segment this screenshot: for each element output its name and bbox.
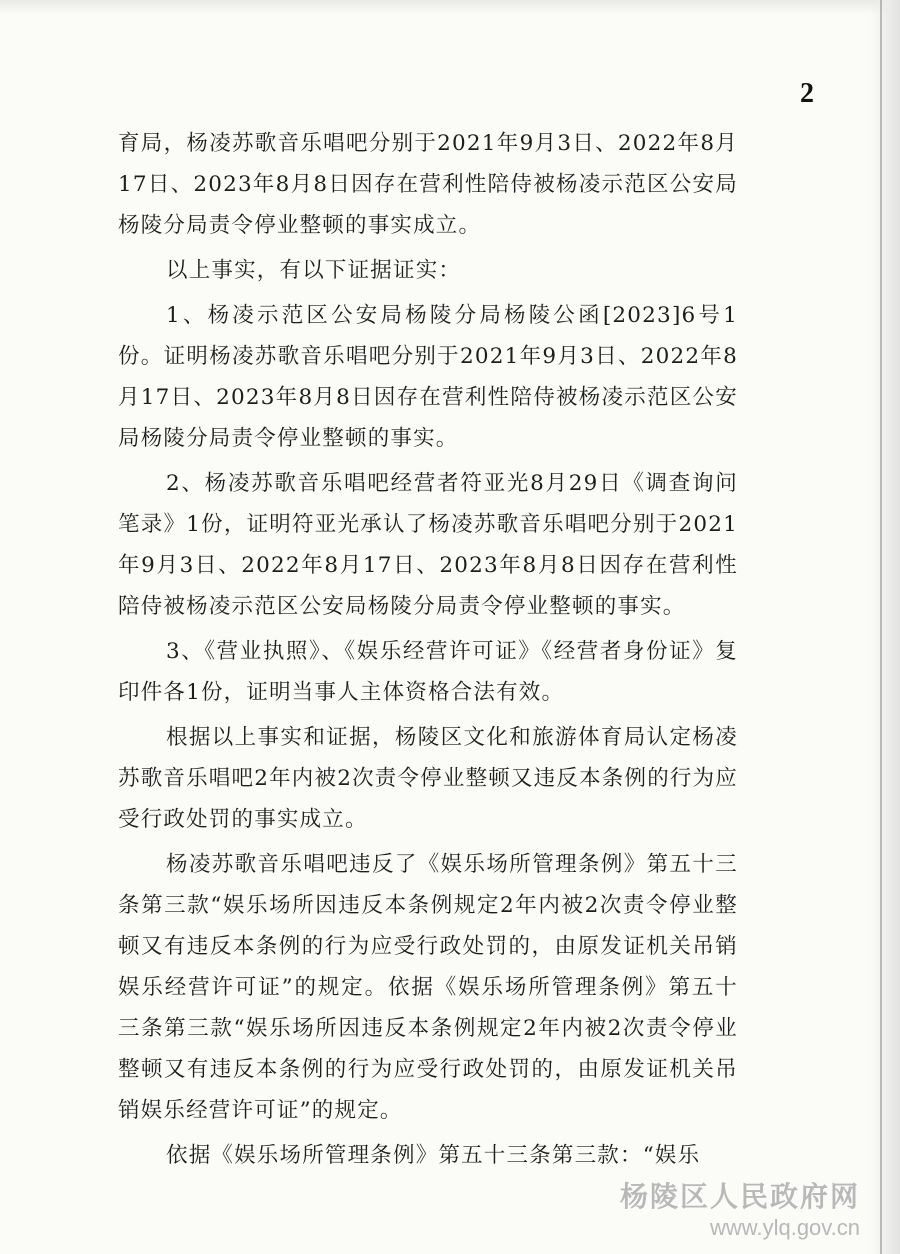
paragraph-finding: 根据以上事实和证据，杨陵区文化和旅游体育局认定杨凌苏歌音乐唱吧2年内被2次责令停业整顿又违反本条例的行为应受行政处罚的事实成立。 [118,725,738,832]
watermark-url: www.ylq.gov.cn [710,1215,860,1240]
document-body [118,123,738,1176]
scan-top-shadow [0,0,900,14]
watermark-name: 杨陵区人民政府网 [619,1180,860,1213]
paragraph-evidence-3: 3、《营业执照》、《娱乐经营许可证》《经营者身份证》复印件各1份，证明当事人主体资格合法有效。 [118,639,738,705]
scan-right-shadow [870,0,900,1254]
site-watermark [620,1180,860,1242]
paragraph-evidence-2: 2、杨凌苏歌音乐唱吧经营者符亚光8月29日《调查询问笔录》1份，证明符亚光承认了杨凌苏歌音乐唱吧分别于2021年9月3日、2022年8月17日、2023年8月8日因存在营利性陪侍被杨凌示范区公安局杨陵分局责令停业整顿的事实。 [118,471,738,619]
paragraph-evidence-intro: 以上事实，有以下证据证实： [166,258,462,283]
paragraph-evidence-1: 1、杨凌示范区公安局杨陵分局杨陵公函[2023]6号1份。证明杨凌苏歌音乐唱吧分别于2021年9月3日、2022年8月17日、2023年8月8日因存在营利性陪侍被杨凌示范区公安局杨陵分局责令停业整顿的事实。 [118,303,738,451]
paragraph-legal-basis: 杨凌苏歌音乐唱吧违反了《娱乐场所管理条例》第五十三条第三款“娱乐场所因违反本条例规定2年内被2次责令停业整顿又有违反本条例的行为应受行政处罚的，由原发证机关吊销娱乐经营许可证”的规定。依据《娱乐场所管理条例》第五十三条第三款“娱乐场所因违反本条例规定2年内被2次责令停业整顿又有违反本条例的行为应受行政处罚的，由原发证机关吊销娱乐经营许可证”的规定。 [118,852,738,1123]
paragraph-continuation: 育局，杨凌苏歌音乐唱吧分别于2021年9月3日、2022年8月17日、2023年8月8日因存在营利性陪侍被杨凌示范区公安局杨陵分局责令停业整顿的事实成立。 [118,131,738,238]
scan-page-edge [880,0,882,1254]
paragraph-basis-continued: 依据《娱乐场所管理条例》第五十三条第三款：“娱乐 [166,1143,701,1168]
page-number: 2 [800,78,814,109]
